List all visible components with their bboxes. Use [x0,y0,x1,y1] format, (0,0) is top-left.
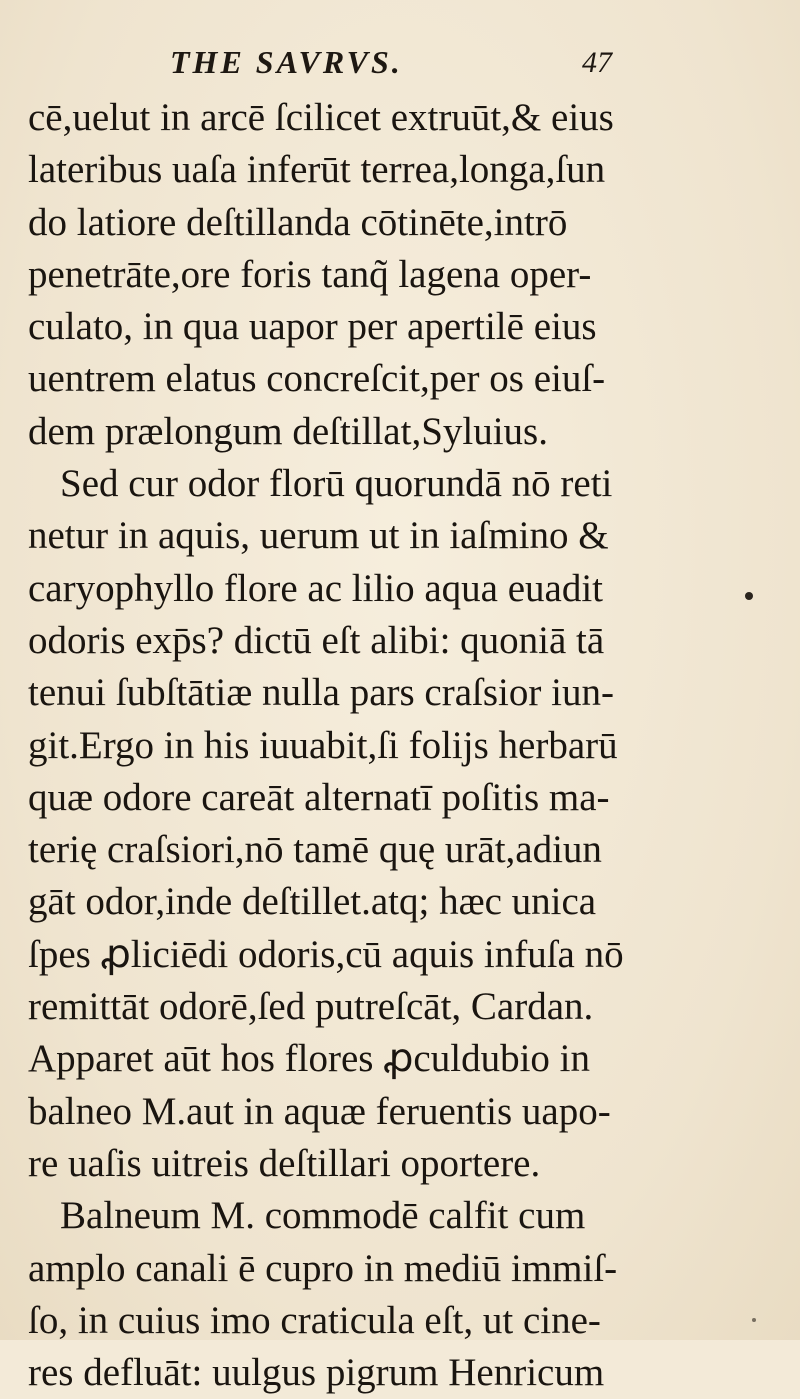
text-line: penetrāte,ore foris tanq̃ lagena oper- [28,252,592,296]
ink-speck [745,592,753,600]
text-line: do latiore deſtillanda cōtinēte,intrō [28,200,568,244]
text-line: netur in aquis, uerum ut in iaſmino & [28,514,609,558]
text-line: culato, in qua uapor per apertilē eius [28,305,597,349]
text-line: balneo M.aut in aquæ feruentis uapo- [28,1089,611,1133]
text-line: odoris exp̄s? dictū eſt alibi: quoniā tā [28,618,605,662]
text-line: amplo canali ē cupro in mediū immiſ- [28,1246,618,1290]
text-line: ſpes ꝓliciēdi odoris,cū aquis infuſa nō [28,932,624,976]
ink-speck [752,1318,756,1322]
text-line: ſo, in cuius imo craticula eſt, ut cine- [28,1298,601,1342]
text-line: caryophyllo flore ac lilio aqua euadit [28,566,604,610]
text-line: Apparet aūt hos flores ꝓculdubio in [28,1037,590,1081]
text-line: res defluāt: uulgus pigrum Henricum [28,1351,605,1395]
page-number: 47 [582,46,612,79]
text-line: gāt odor,inde deſtillet.atq; hæc unica [28,880,597,924]
text-line: git.Ergo in his iuuabit,ſi folijs herbarū [28,723,618,767]
text-line: remittāt odorē,ſed putreſcāt, Cardan. [28,985,594,1029]
running-head-title: THE SAVRVS. [170,44,403,80]
text-line: cē,uelut in arcē ſcilicet extruūt,& eius [28,96,614,139]
running-head [0,44,800,88]
paragraph-first-line: Sed cur odor florū quorundā nō reti [60,462,613,506]
text-line: re uaſis uitreis deſtillari oportere. [28,1141,541,1185]
text-line: terię craſsiori,nō tamē quę urāt,adiun [28,828,602,872]
text-line: dem prælongum deſtillat,Syluius. [28,409,548,453]
paragraph-first-line: Balneum M. commodē calfit cum [60,1194,586,1238]
text-line: uentrem elatus concreſcit,per os eiuſ- [28,357,606,401]
text-line: lateribus uaſa inferūt terrea,longa,ſun [28,148,606,192]
body-text [28,92,788,1399]
text-line: quæ odore careāt alternatī poſitis ma- [28,775,610,819]
text-line: tenui ſubſtātiæ nulla pars craſsior iun- [28,671,614,715]
